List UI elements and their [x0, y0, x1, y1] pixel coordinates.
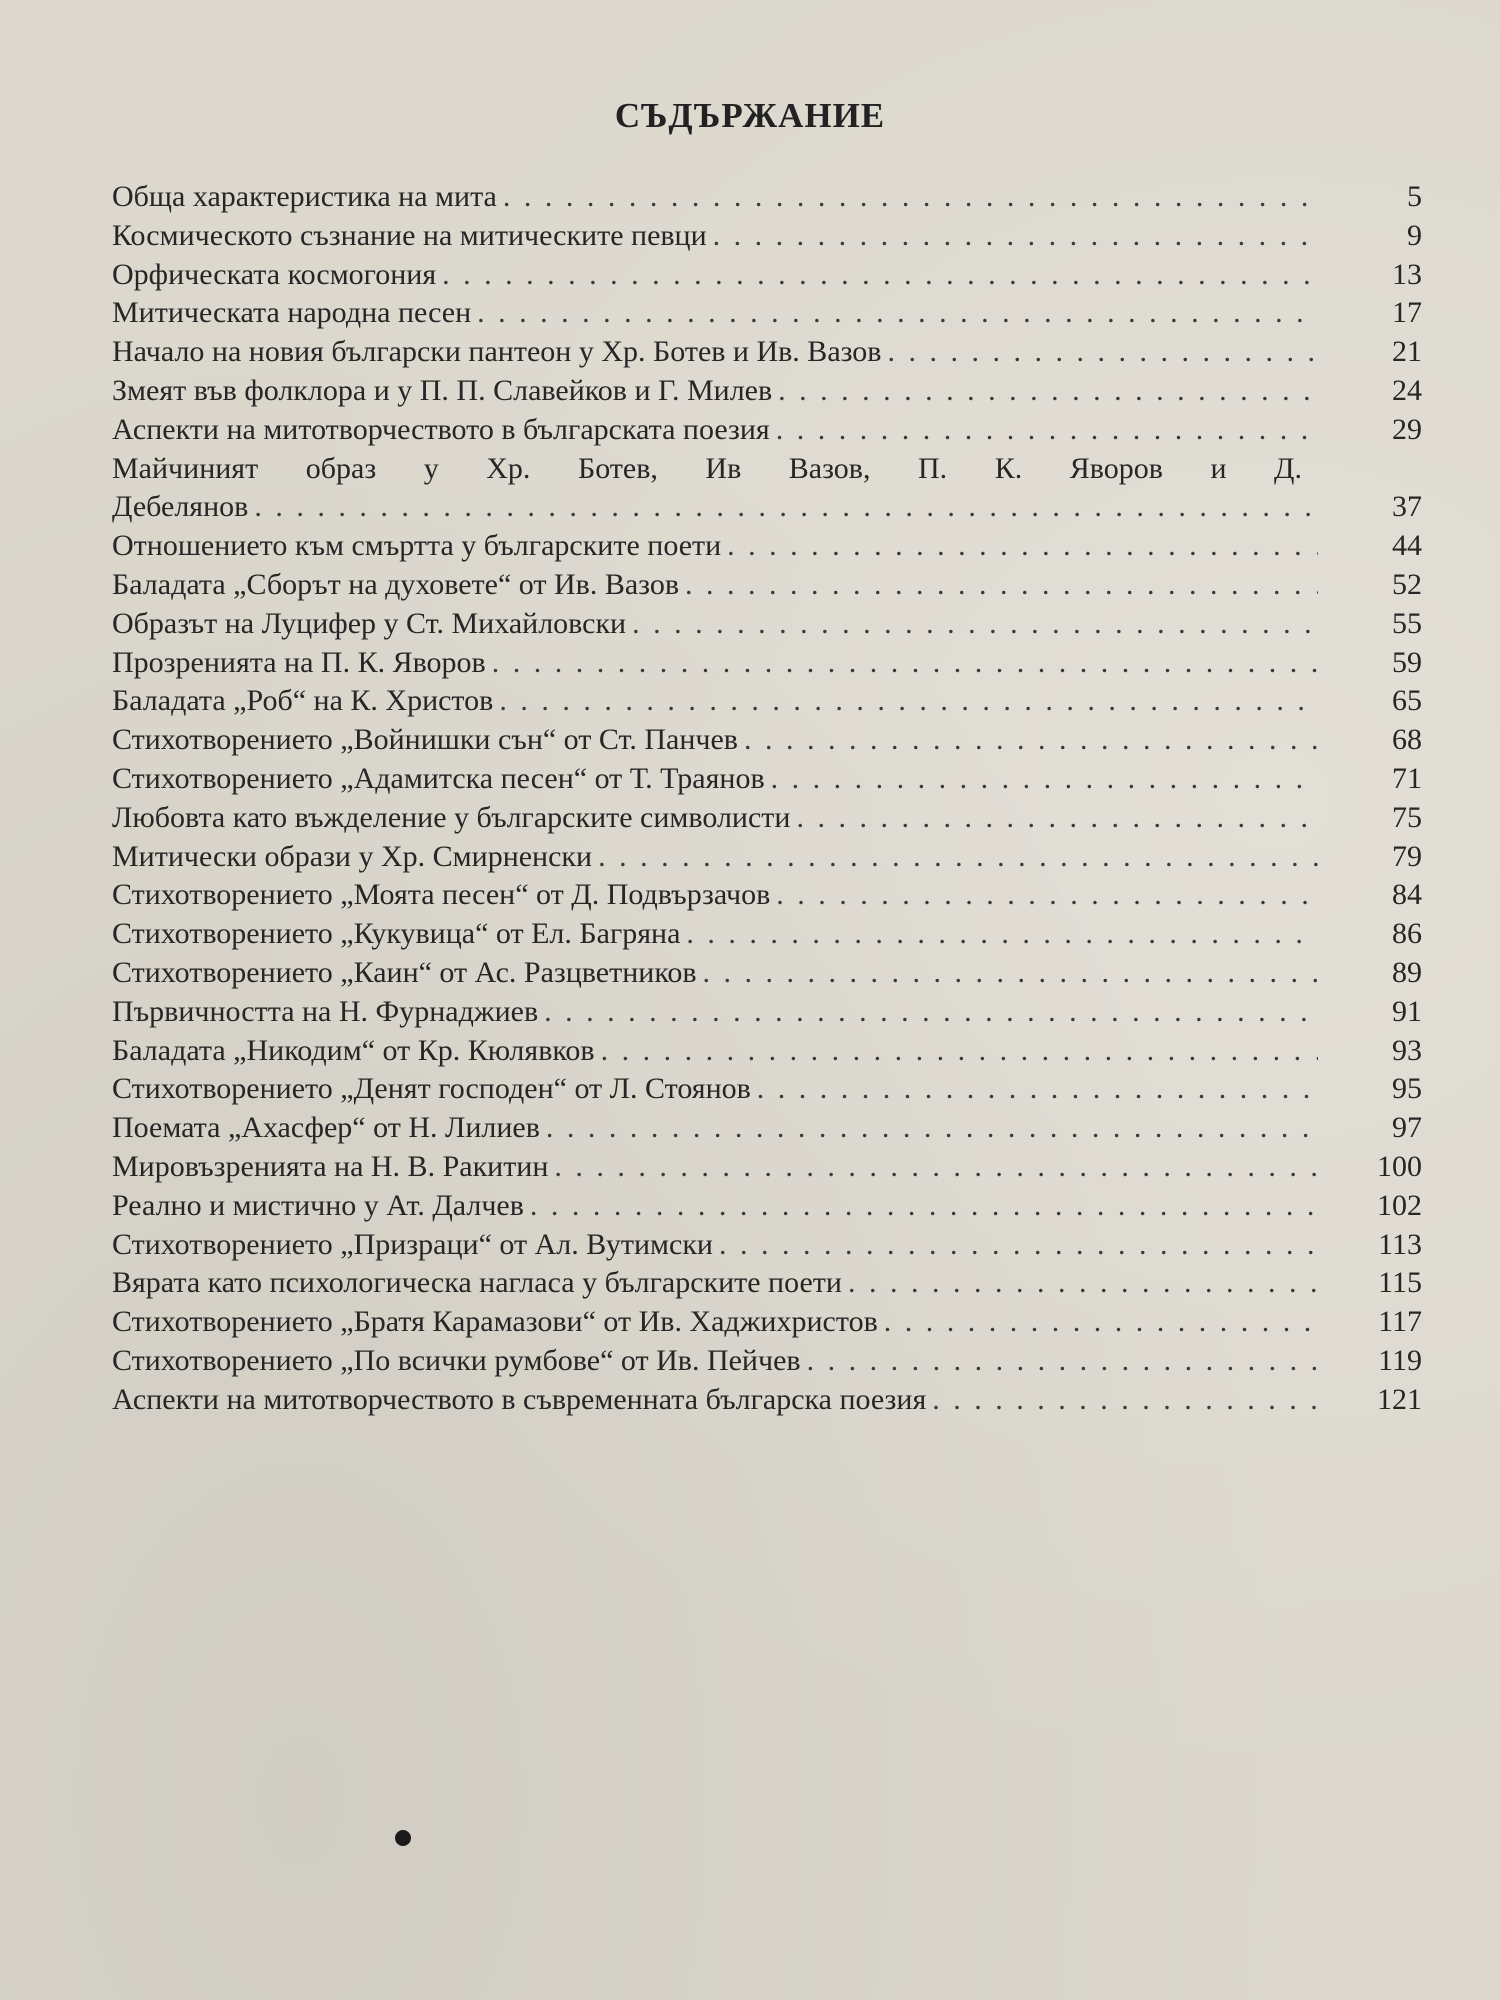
dot-leader [932, 1381, 1318, 1420]
dot-leader [492, 644, 1318, 683]
toc-entry-title: Аспекти на митотворчеството в съвременната българска поезия [112, 1382, 927, 1416]
toc-entry-page: 91 [1392, 994, 1422, 1028]
dot-leader [598, 838, 1318, 877]
dot-leader [530, 1187, 1318, 1226]
toc-entry-page: 59 [1392, 645, 1422, 679]
toc-entry-title: Аспекти на митотворчеството в българската поезия [112, 412, 770, 446]
toc-entry [112, 1070, 1422, 1109]
dot-leader [771, 760, 1318, 799]
dot-leader [796, 799, 1318, 838]
ink-spot [395, 1830, 411, 1846]
toc-entry [112, 838, 1422, 877]
toc-entry-page: 17 [1392, 296, 1422, 330]
toc-entry [112, 799, 1422, 838]
toc-entry-title: Стихотворението „По всички румбове“ от Ив. Пейчев [112, 1343, 801, 1377]
toc-entry-title: Начало на новия български пантеон у Хр. Ботев и Ив. Вазов [112, 335, 882, 369]
toc-entry-title: Митически образи у Хр. Смирненски [112, 839, 593, 873]
toc-entry-title: Майчиният образ у Хр. Ботев, Ив Вазов, П. К. Яворов и Д. [112, 451, 1302, 485]
toc-entry-title: Змеят във фолклора и у П. П. Славейков и Г. Милев [112, 373, 773, 407]
toc-entry-page: 95 [1392, 1072, 1422, 1106]
toc-entry-title: Прозренията на П. К. Яворов [112, 645, 486, 679]
toc-entry-page: 113 [1378, 1227, 1422, 1261]
toc-entry-page: 44 [1392, 529, 1422, 563]
toc-entry [112, 876, 1422, 915]
toc-entry [112, 450, 1422, 528]
toc-entry [112, 294, 1422, 333]
toc-entry [112, 760, 1422, 799]
toc-entry-title: Реално и мистично у Ат. Далчев [112, 1188, 524, 1222]
toc-entry-page: 100 [1377, 1149, 1422, 1183]
dot-leader [546, 1109, 1318, 1148]
toc-entry-title: Стихотворението „Войнишки сън“ от Ст. Панчев [112, 723, 738, 757]
toc-entry-page: 84 [1392, 878, 1422, 912]
toc-entry-title: Първичността на Н. Фурнаджиев [112, 994, 539, 1028]
toc-entry [112, 954, 1422, 993]
page-title: СЪДЪРЖАНИЕ [614, 96, 886, 135]
toc-entry [112, 217, 1422, 256]
toc-entry-title: Баладата „Никодим“ от Кр. Кюлявков [112, 1033, 595, 1067]
toc-entry-title: Космическото съзнание на митическите певци [112, 218, 707, 252]
toc-entry-title: Стихотворението „Денят господен“ от Л. Стоянов [112, 1072, 751, 1106]
dot-leader [776, 876, 1318, 915]
toc-entry [112, 256, 1422, 295]
toc-entry-title: Митическата народна песен [112, 296, 472, 330]
dot-leader [254, 488, 1318, 527]
toc-entry [112, 644, 1422, 683]
toc-entry [112, 605, 1422, 644]
toc-entry-title: Баладата „Сборът на духовете“ от Ив. Вазов [112, 567, 680, 601]
dot-leader [554, 1148, 1318, 1187]
dot-leader [807, 1342, 1318, 1381]
toc-entry-title: Образът на Луцифер у Ст. Михайловски [112, 606, 627, 640]
toc-entry-page: 29 [1392, 412, 1422, 446]
dot-leader [887, 333, 1318, 372]
toc-entry [112, 1303, 1422, 1342]
dot-leader [442, 256, 1318, 295]
toc-entry-page: 97 [1392, 1111, 1422, 1145]
dot-leader [719, 1226, 1318, 1265]
toc-entry-page: 68 [1392, 723, 1422, 757]
toc-entry [112, 372, 1422, 411]
toc-entry-title: Обща характеристика на мита [112, 180, 497, 213]
dot-leader [744, 721, 1318, 760]
dot-leader [778, 372, 1318, 411]
dot-leader [703, 954, 1318, 993]
toc-entry-title-continued: Дебелянов [112, 490, 249, 524]
toc-entry-page: 79 [1392, 839, 1422, 873]
toc-entry-title: Орфическата космогония [112, 257, 437, 291]
toc-entry [112, 1187, 1422, 1226]
dot-leader [776, 411, 1318, 450]
toc-entry [112, 993, 1422, 1032]
dot-leader [503, 178, 1318, 217]
dot-leader [727, 527, 1318, 566]
toc-entry-title: Отношението към смъртта у българските поети [112, 529, 722, 563]
toc-entry-page: 121 [1377, 1382, 1422, 1416]
toc-entry-title: Стихотворението „Адамитска песен“ от Т. Траянов [112, 761, 765, 795]
toc-entry [112, 1342, 1422, 1381]
toc-entry-continuation [112, 488, 1422, 527]
toc-entry-title: Мировъзренията на Н. В. Ракитин [112, 1149, 549, 1183]
toc-entry-page: 102 [1377, 1188, 1422, 1222]
toc-entry-title: Стихотворението „Братя Карамазови“ от Ив. Хаджихристов [112, 1305, 878, 1339]
toc-entry [112, 333, 1422, 372]
toc-entry-page: 119 [1378, 1343, 1422, 1377]
toc-entry-page: 65 [1392, 684, 1422, 718]
dot-leader [884, 1303, 1318, 1342]
dot-leader [713, 217, 1318, 256]
toc-entry-page: 37 [1392, 490, 1422, 524]
toc-entry [112, 411, 1422, 450]
toc-entry-page: 86 [1392, 917, 1422, 951]
toc-entry-title: Стихотворението „Призраци“ от Ал. Вутимски [112, 1227, 713, 1261]
dot-leader [848, 1264, 1318, 1303]
toc-entry [112, 566, 1422, 605]
toc-entry-page: 93 [1392, 1033, 1422, 1067]
dot-leader [499, 682, 1318, 721]
toc-entry-page: 89 [1392, 955, 1422, 989]
toc-entry-page: 75 [1392, 800, 1422, 834]
toc-entry [112, 1148, 1422, 1187]
toc-entry-page: 117 [1378, 1305, 1422, 1339]
dot-leader [601, 1032, 1318, 1071]
dot-leader [544, 993, 1318, 1032]
toc-entry [112, 178, 1422, 217]
dot-leader [477, 294, 1318, 333]
toc-entry [112, 1109, 1422, 1148]
toc-entry-title: Стихотворението „Моята песен“ от Д. Подвързачов [112, 878, 771, 912]
toc-entry-page: 55 [1392, 606, 1422, 640]
toc-entry-title: Любовта като въжделение у българските символисти [112, 800, 791, 834]
toc-entry-title: Стихотворението „Каин“ от Ас. Разцветников [112, 955, 697, 989]
toc-entry [112, 1381, 1422, 1420]
dot-leader [686, 915, 1318, 954]
toc-entry-title: Баладата „Роб“ на К. Христов [112, 684, 494, 718]
dot-leader [632, 605, 1318, 644]
toc-entry-page: 9 [1407, 218, 1422, 252]
toc-entry-title: Стихотворението „Кукувица“ от Ел. Багряна [112, 917, 681, 951]
toc-entry [112, 915, 1422, 954]
toc-entry [112, 1032, 1422, 1071]
toc-entry-title: Вярата като психологическа нагласа у българските поети [112, 1266, 842, 1300]
toc-entry-page: 71 [1392, 761, 1422, 795]
toc-entry [112, 721, 1422, 760]
toc-entry-page: 115 [1378, 1266, 1422, 1300]
toc-entry [112, 1264, 1422, 1303]
dot-leader [757, 1070, 1318, 1109]
table-of-contents [112, 178, 1422, 1420]
toc-entry-page: 24 [1392, 373, 1422, 407]
toc-entry-title: Поемата „Ахасфер“ от Н. Лилиев [112, 1111, 540, 1145]
toc-entry [112, 527, 1422, 566]
toc-entry [112, 1226, 1422, 1265]
toc-entry-page: 5 [1407, 180, 1422, 213]
dot-leader [685, 566, 1318, 605]
toc-entry-page: 52 [1392, 567, 1422, 601]
toc-entry-page: 21 [1392, 335, 1422, 369]
toc-entry [112, 682, 1422, 721]
toc-entry-page: 13 [1392, 257, 1422, 291]
